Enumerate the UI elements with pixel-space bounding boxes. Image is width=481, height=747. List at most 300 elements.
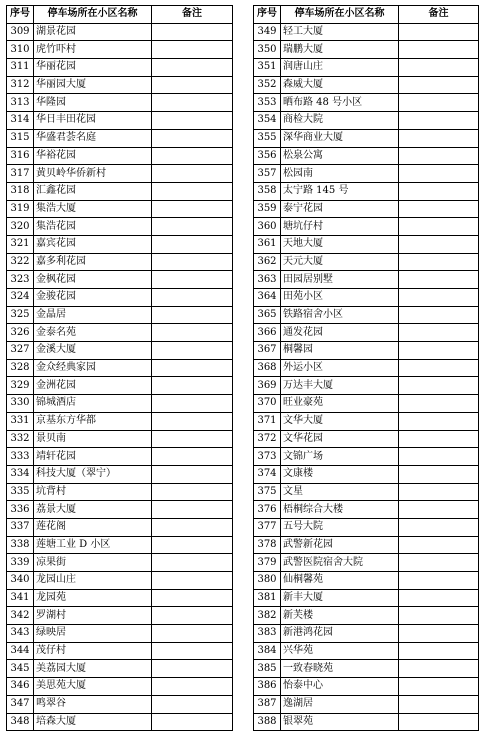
- community-name: 旺业豪苑: [281, 395, 399, 413]
- table-row: [254, 430, 479, 448]
- row-note: [152, 395, 233, 413]
- community-name: 绿映居: [34, 625, 152, 643]
- row-note: [399, 607, 479, 625]
- row-number: 371: [254, 412, 281, 430]
- row-number: 331: [7, 412, 34, 430]
- row-note: [152, 235, 233, 253]
- row-number: 320: [7, 218, 34, 236]
- community-name: 集浩花园: [34, 218, 152, 236]
- row-note: [399, 642, 479, 660]
- row-note: [152, 377, 233, 395]
- row-number: 323: [7, 271, 34, 289]
- row-number: 387: [254, 695, 281, 713]
- row-note: [152, 342, 233, 360]
- row-number: 375: [254, 483, 281, 501]
- table-row: [254, 713, 479, 731]
- table-row: [254, 501, 479, 519]
- table-row: [7, 395, 233, 413]
- row-number: 322: [7, 253, 34, 271]
- community-name: 京基东方华都: [34, 412, 152, 430]
- community-name: 商检大院: [281, 112, 399, 130]
- row-note: [152, 642, 233, 660]
- community-name: 太宁路 145 号: [281, 182, 399, 200]
- row-number: 373: [254, 448, 281, 466]
- row-number: 330: [7, 395, 34, 413]
- row-number: 343: [7, 625, 34, 643]
- table-row: [7, 324, 233, 342]
- community-name: 深华商业大厦: [281, 129, 399, 147]
- community-name: 华盛君荟名庭: [34, 129, 152, 147]
- community-name: 坑背村: [34, 483, 152, 501]
- row-note: [152, 59, 233, 77]
- row-number: 313: [7, 94, 34, 112]
- row-number: 351: [254, 59, 281, 77]
- community-name: 黄贝岭华侨新村: [34, 165, 152, 183]
- row-number: 346: [7, 678, 34, 696]
- table-row: [254, 465, 479, 483]
- row-note: [399, 430, 479, 448]
- table-row: [7, 129, 233, 147]
- row-note: [152, 41, 233, 59]
- row-note: [152, 147, 233, 165]
- row-note: [399, 412, 479, 430]
- row-note: [399, 554, 479, 572]
- row-number: 370: [254, 395, 281, 413]
- community-name: 武警新花园: [281, 536, 399, 554]
- community-name: 新丰大厦: [281, 589, 399, 607]
- table-row: [7, 359, 233, 377]
- row-number: 334: [7, 465, 34, 483]
- table-row: [7, 695, 233, 713]
- table-row: [7, 253, 233, 271]
- community-name: 武警医院宿舍大院: [281, 554, 399, 572]
- community-name: 天元大厦: [281, 253, 399, 271]
- community-name: 外运小区: [281, 359, 399, 377]
- community-name: 新港鸿花园: [281, 625, 399, 643]
- community-name: 文锦广场: [281, 448, 399, 466]
- row-number: 385: [254, 660, 281, 678]
- community-name: 金泰名苑: [34, 324, 152, 342]
- row-note: [399, 448, 479, 466]
- row-note: [399, 501, 479, 519]
- row-note: [399, 23, 479, 41]
- community-name: 逸湖居: [281, 695, 399, 713]
- table-row: [254, 660, 479, 678]
- community-name: 文星: [281, 483, 399, 501]
- row-number: 318: [7, 182, 34, 200]
- community-name: 华日丰田花园: [34, 112, 152, 130]
- table-row: [254, 218, 479, 236]
- community-name: 天地大厦: [281, 235, 399, 253]
- row-number: 329: [7, 377, 34, 395]
- table-row: [7, 412, 233, 430]
- row-note: [152, 200, 233, 218]
- community-name: 华丽花园: [34, 59, 152, 77]
- row-note: [152, 94, 233, 112]
- row-number: 319: [7, 200, 34, 218]
- table-row: [7, 536, 233, 554]
- header-name: 停车场所在小区名称: [34, 6, 152, 24]
- table-row: [254, 359, 479, 377]
- table-row: [254, 306, 479, 324]
- row-note: [152, 518, 233, 536]
- row-number: 361: [254, 235, 281, 253]
- row-number: 311: [7, 59, 34, 77]
- community-name: 松泉公寓: [281, 147, 399, 165]
- table-row: [7, 218, 233, 236]
- table-row: [254, 253, 479, 271]
- table-header-row: [7, 6, 233, 24]
- community-name: 文康楼: [281, 465, 399, 483]
- row-note: [152, 501, 233, 519]
- row-number: 325: [7, 306, 34, 324]
- table-row: [7, 448, 233, 466]
- community-name: 罗湖村: [34, 607, 152, 625]
- table-row: [7, 589, 233, 607]
- table-row: [7, 306, 233, 324]
- row-number: 315: [7, 129, 34, 147]
- community-name: 凉果街: [34, 554, 152, 572]
- table-row: [7, 572, 233, 590]
- table-row: [7, 59, 233, 77]
- community-name: 金晶居: [34, 306, 152, 324]
- table-row: [7, 23, 233, 41]
- community-name: 兴华苑: [281, 642, 399, 660]
- row-note: [399, 660, 479, 678]
- row-number: 312: [7, 76, 34, 94]
- row-note: [399, 271, 479, 289]
- table-row: [7, 430, 233, 448]
- community-name: 怡泰中心: [281, 678, 399, 696]
- row-number: 317: [7, 165, 34, 183]
- community-name: 田园居别墅: [281, 271, 399, 289]
- row-number: 384: [254, 642, 281, 660]
- row-number: 354: [254, 112, 281, 130]
- community-name: 金洲花园: [34, 377, 152, 395]
- table-row: [7, 678, 233, 696]
- row-note: [152, 306, 233, 324]
- community-name: 集浩大厦: [34, 200, 152, 218]
- row-number: 310: [7, 41, 34, 59]
- row-number: 352: [254, 76, 281, 94]
- table-row: [254, 536, 479, 554]
- community-name: 湖景花园: [34, 23, 152, 41]
- community-name: 轻工大厦: [281, 23, 399, 41]
- row-note: [399, 41, 479, 59]
- community-name: 美思苑大厦: [34, 678, 152, 696]
- row-note: [152, 678, 233, 696]
- row-number: 339: [7, 554, 34, 572]
- row-number: 359: [254, 200, 281, 218]
- row-note: [399, 342, 479, 360]
- table-row: [254, 271, 479, 289]
- table-row: [254, 112, 479, 130]
- table-row: [254, 678, 479, 696]
- row-note: [152, 660, 233, 678]
- row-note: [399, 182, 479, 200]
- row-note: [152, 430, 233, 448]
- row-note: [152, 572, 233, 590]
- row-note: [399, 76, 479, 94]
- community-name: 鸣翠谷: [34, 695, 152, 713]
- table-row: [254, 589, 479, 607]
- row-note: [399, 518, 479, 536]
- row-note: [399, 200, 479, 218]
- table-row: [7, 342, 233, 360]
- header-seq: 序号: [254, 6, 281, 24]
- table-row: [254, 395, 479, 413]
- row-note: [399, 678, 479, 696]
- community-name: 金枫花园: [34, 271, 152, 289]
- community-name: 金溪大厦: [34, 342, 152, 360]
- row-number: 336: [7, 501, 34, 519]
- community-name: 瑞鹏大厦: [281, 41, 399, 59]
- row-note: [399, 589, 479, 607]
- row-note: [399, 359, 479, 377]
- row-number: 342: [7, 607, 34, 625]
- row-note: [152, 253, 233, 271]
- row-number: 340: [7, 572, 34, 590]
- table-row: [254, 625, 479, 643]
- row-note: [152, 536, 233, 554]
- community-name: 田苑小区: [281, 289, 399, 307]
- row-number: 362: [254, 253, 281, 271]
- community-name: 文华花园: [281, 430, 399, 448]
- community-name: 锦城酒店: [34, 395, 152, 413]
- row-number: 365: [254, 306, 281, 324]
- table-row: [254, 200, 479, 218]
- table-row: [7, 465, 233, 483]
- row-number: 355: [254, 129, 281, 147]
- community-name: 文华大厦: [281, 412, 399, 430]
- table-row: [7, 713, 233, 731]
- row-note: [399, 536, 479, 554]
- row-number: 374: [254, 465, 281, 483]
- row-number: 360: [254, 218, 281, 236]
- row-note: [399, 625, 479, 643]
- row-number: 358: [254, 182, 281, 200]
- row-number: 335: [7, 483, 34, 501]
- row-note: [152, 607, 233, 625]
- table-row: [254, 448, 479, 466]
- row-number: 321: [7, 235, 34, 253]
- row-note: [399, 235, 479, 253]
- row-number: 388: [254, 713, 281, 731]
- row-note: [152, 129, 233, 147]
- row-number: 316: [7, 147, 34, 165]
- table-row: [7, 41, 233, 59]
- community-name: 培森大厦: [34, 713, 152, 731]
- community-name: 科技大厦（翠宁）: [34, 465, 152, 483]
- row-note: [399, 695, 479, 713]
- row-number: 326: [7, 324, 34, 342]
- community-name: 晒布路 48 号小区: [281, 94, 399, 112]
- table-row: [7, 182, 233, 200]
- row-number: 327: [7, 342, 34, 360]
- row-note: [152, 76, 233, 94]
- row-number: 350: [254, 41, 281, 59]
- row-number: 324: [7, 289, 34, 307]
- table-row: [254, 572, 479, 590]
- row-note: [399, 218, 479, 236]
- table-row: [254, 607, 479, 625]
- table-row: [7, 289, 233, 307]
- community-name: 华丽园大厦: [34, 76, 152, 94]
- table-row: [7, 625, 233, 643]
- community-name: 汇鑫花园: [34, 182, 152, 200]
- row-number: 368: [254, 359, 281, 377]
- row-note: [399, 253, 479, 271]
- row-number: 337: [7, 518, 34, 536]
- community-name: 森威大厦: [281, 76, 399, 94]
- table-row: [254, 165, 479, 183]
- community-name: 靖轩花园: [34, 448, 152, 466]
- row-number: 357: [254, 165, 281, 183]
- community-name: 茂仔村: [34, 642, 152, 660]
- community-name: 金骏花园: [34, 289, 152, 307]
- row-note: [399, 395, 479, 413]
- row-note: [399, 465, 479, 483]
- row-number: 349: [254, 23, 281, 41]
- community-name: 新芙楼: [281, 607, 399, 625]
- row-number: 314: [7, 112, 34, 130]
- table-row: [254, 94, 479, 112]
- row-note: [152, 554, 233, 572]
- row-note: [152, 359, 233, 377]
- row-note: [399, 289, 479, 307]
- community-name: 塘坑仔村: [281, 218, 399, 236]
- row-number: 353: [254, 94, 281, 112]
- row-number: 366: [254, 324, 281, 342]
- community-name: 一致春晓苑: [281, 660, 399, 678]
- row-number: 309: [7, 23, 34, 41]
- community-name: 润唐山庄: [281, 59, 399, 77]
- table-row: [254, 324, 479, 342]
- table-row: [7, 483, 233, 501]
- table-row: [254, 23, 479, 41]
- parking-table-left: [6, 5, 233, 731]
- row-number: 356: [254, 147, 281, 165]
- row-note: [399, 59, 479, 77]
- row-note: [152, 483, 233, 501]
- row-note: [399, 94, 479, 112]
- table-row: [254, 76, 479, 94]
- row-number: 379: [254, 554, 281, 572]
- row-note: [152, 448, 233, 466]
- table-row: [7, 660, 233, 678]
- row-number: 376: [254, 501, 281, 519]
- row-note: [152, 695, 233, 713]
- header-seq: 序号: [7, 6, 34, 24]
- community-name: 嘉宾花园: [34, 235, 152, 253]
- community-name: 万达丰大厦: [281, 377, 399, 395]
- community-name: 华裕花园: [34, 147, 152, 165]
- table-row: [254, 182, 479, 200]
- row-number: 332: [7, 430, 34, 448]
- row-note: [399, 324, 479, 342]
- row-note: [152, 289, 233, 307]
- table-row: [254, 235, 479, 253]
- table-row: [7, 501, 233, 519]
- table-row: [7, 147, 233, 165]
- row-note: [399, 713, 479, 731]
- community-name: 桐馨园: [281, 342, 399, 360]
- table-row: [254, 342, 479, 360]
- community-name: 华隆园: [34, 94, 152, 112]
- row-note: [152, 218, 233, 236]
- row-number: 382: [254, 607, 281, 625]
- table-row: [7, 112, 233, 130]
- row-number: 367: [254, 342, 281, 360]
- table-row: [254, 129, 479, 147]
- community-name: 金众经典家园: [34, 359, 152, 377]
- table-row: [254, 695, 479, 713]
- community-name: 银翠苑: [281, 713, 399, 731]
- table-row: [7, 642, 233, 660]
- row-note: [152, 465, 233, 483]
- row-note: [399, 306, 479, 324]
- row-number: 378: [254, 536, 281, 554]
- community-name: 美荔园大厦: [34, 660, 152, 678]
- table-row: [7, 554, 233, 572]
- header-note: 备注: [152, 6, 233, 24]
- community-name: 通发花园: [281, 324, 399, 342]
- community-name: 松园南: [281, 165, 399, 183]
- row-note: [399, 112, 479, 130]
- row-note: [152, 271, 233, 289]
- community-name: 铁路宿舍小区: [281, 306, 399, 324]
- table-row: [7, 607, 233, 625]
- row-number: 348: [7, 713, 34, 731]
- table-row: [7, 235, 233, 253]
- row-note: [152, 625, 233, 643]
- community-name: 梧桐综合大楼: [281, 501, 399, 519]
- row-note: [152, 165, 233, 183]
- row-note: [399, 483, 479, 501]
- table-row: [7, 271, 233, 289]
- row-number: 338: [7, 536, 34, 554]
- row-note: [399, 377, 479, 395]
- row-number: 364: [254, 289, 281, 307]
- row-number: 363: [254, 271, 281, 289]
- community-name: 虎竹吓村: [34, 41, 152, 59]
- row-number: 372: [254, 430, 281, 448]
- row-note: [152, 23, 233, 41]
- table-row: [254, 483, 479, 501]
- table-row: [7, 76, 233, 94]
- community-name: 仙桐馨苑: [281, 572, 399, 590]
- table-row: [254, 642, 479, 660]
- community-name: 莲花阁: [34, 518, 152, 536]
- row-number: 386: [254, 678, 281, 696]
- table-row: [254, 41, 479, 59]
- community-name: 泰宁花园: [281, 200, 399, 218]
- table-row: [7, 94, 233, 112]
- community-name: 莲塘工业 D 小区: [34, 536, 152, 554]
- community-name: 嘉多利花园: [34, 253, 152, 271]
- row-number: 341: [7, 589, 34, 607]
- community-name: 荔景大厦: [34, 501, 152, 519]
- row-number: 328: [7, 359, 34, 377]
- row-number: 380: [254, 572, 281, 590]
- parking-table-right: [253, 5, 479, 731]
- table-row: [254, 554, 479, 572]
- row-note: [152, 589, 233, 607]
- row-note: [399, 129, 479, 147]
- table-row: [7, 377, 233, 395]
- row-note: [152, 112, 233, 130]
- row-number: 344: [7, 642, 34, 660]
